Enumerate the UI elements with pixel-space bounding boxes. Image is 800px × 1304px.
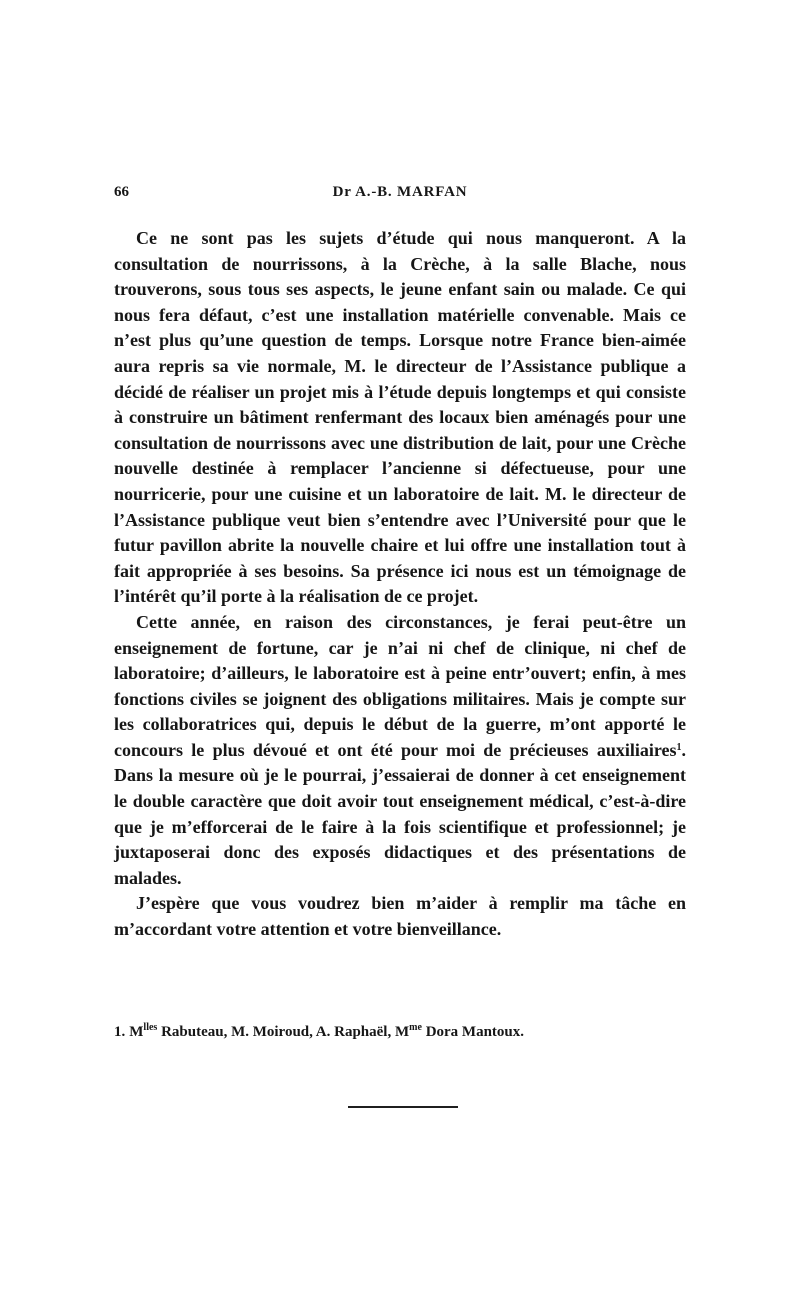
footnote-names-1: Rabuteau, M. Moiroud, A. Raphaël, (157, 1024, 395, 1040)
paragraph-2 (114, 610, 686, 892)
footnote-names-2: Dora Mantoux. (421, 1024, 525, 1040)
footnote-title-1-m: M (129, 1024, 144, 1040)
paragraph-2-continuation: . Dans la mesure où je le pourrai, j’essaierai de donner à cet enseignement le double caractère que doit avoir tout enseignement médical, c’est-à-dire que je m’efforcerai de le faire à la fois scientifique et professionnel; je juxtaposerai donc des exposés didactiques et des présentations de malades. (114, 739, 686, 888)
footnote-title-2-m: M (394, 1024, 410, 1040)
paragraph-1 (114, 226, 686, 610)
footnote-title-2-sup: me (409, 1022, 422, 1033)
footnote (114, 1024, 686, 1041)
footnote-title-2 (395, 1024, 422, 1040)
paragraph-1-text: Ce ne sont pas les sujets d’étude qui nous manqueront. A la consultation de nourrissons, à la Crèche, à la salle Blache, nous trouverons, sous tous ses aspects, le jeune enfant sain ou malade. Ce qui nous fera défaut, c’est une installation matérielle convenable. Mais ce n’est plus qu’une question de temps. Lorsque notre France bien-aimée aura repris sa vie normale, M. le directeur de l’Assistance publique a décidé de réaliser un projet mis à l’étude depuis longtemps et qui consiste à construire un bâtiment renfermant des locaux bien aménagés pour une consultation de nourrissons avec une distribution de lait, pour une Crèche nouvelle destinée à remplacer l’ancienne si défectueuse, pour une nourricerie, pour une cuisine et un laboratoire de lait. M. le directeur de l’Assistance publique veut bien s’entendre avec l’Université pour que le futur pavillon abrite la nouvelle chaire et lui offre une installation tout à fait appropriée à ses besoins. Sa présence ici nous est un témoignage de l’intérêt qu’il porte à la réalisation de ce projet. (114, 228, 686, 607)
footnote-title-1 (129, 1024, 157, 1040)
page-header (114, 184, 686, 206)
footnote-number: 1. (114, 1024, 126, 1040)
page-number: 66 (114, 184, 129, 200)
end-rule (348, 1106, 458, 1108)
footnote-reference: 1 (676, 741, 682, 753)
body-text (114, 226, 686, 943)
running-head: Dr A.-B. MARFAN (332, 184, 468, 200)
paragraph-3-text: J’espère que vous voudrez bien m’aider à remplir ma tâche en m’accordant votre attention et votre bienveillance. (114, 893, 686, 940)
paragraph-2-text: Cette année, en raison des circonstances, je ferai peut-être un enseignement de fortune, car je n’ai ni chef de clinique, ni chef de laboratoire; d’ailleurs, le laboratoire est à peine entr’ouvert; enfin, à mes fonctions civiles se joignent des obligations militaires. Mais je compte sur les collaboratrices qui, depuis le début de la guerre, m’ont apporté le concours le plus dévoué et ont été pour moi de précieuses auxiliaires (114, 611, 686, 760)
footnote-title-1-sup: lles (143, 1022, 158, 1033)
paragraph-3 (114, 891, 686, 942)
